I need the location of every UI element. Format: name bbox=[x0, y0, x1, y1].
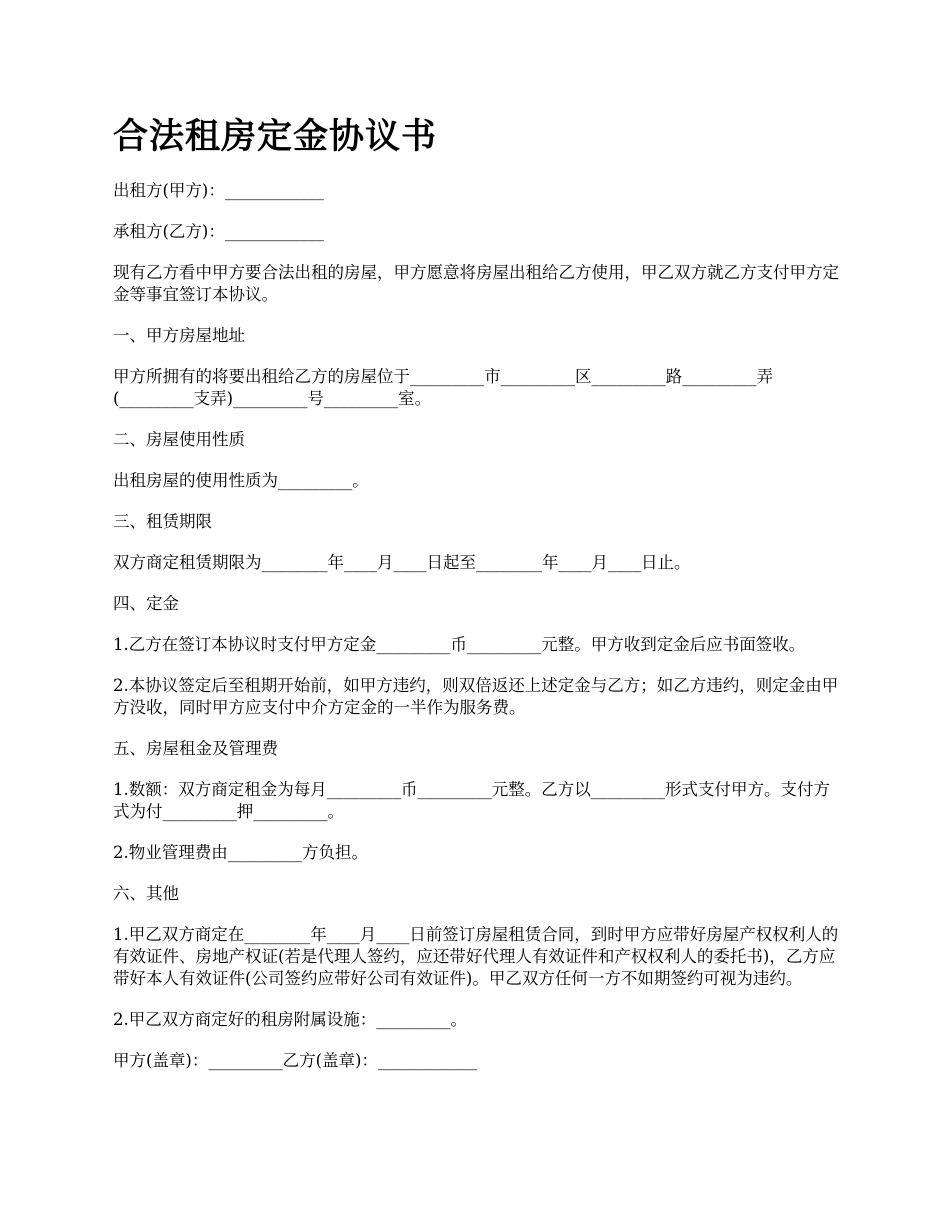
party-b-line: 承租方(乙方)：____________ bbox=[113, 222, 324, 241]
section-heading-rent: 五、房屋租金及管理费 bbox=[113, 739, 278, 758]
section-heading-term: 三、租赁期限 bbox=[113, 512, 212, 531]
usage-paragraph: 出租房屋的使用性质为_________。 bbox=[113, 471, 369, 490]
deposit-clause-1: 1.乙方在签订本协议时支付甲方定金_________币_________元整。甲方收到定金后应书面签收。 bbox=[113, 635, 806, 654]
section-heading-deposit: 四、定金 bbox=[113, 594, 179, 613]
rent-clause-2: 2.物业管理费由_________方负担。 bbox=[113, 843, 368, 862]
section-heading-address: 一、甲方房屋地址 bbox=[113, 326, 245, 345]
section-heading-usage: 二、房屋使用性质 bbox=[113, 430, 245, 449]
party-a-line: 出租方(甲方)：____________ bbox=[113, 181, 324, 200]
deposit-clause-2: 2.本协议签定后至租期开始前，如甲方违约，则双倍返还上述定金与乙方；如乙方违约，则定金由甲方没收，同时甲方应支付中介方定金的一半作为服务费。 bbox=[113, 676, 839, 717]
signature-line: 甲方(盖章)：_________乙方(盖章)：____________ bbox=[113, 1051, 477, 1070]
term-paragraph: 双方商定租赁期限为________年____月____日起至________年____月____日止。 bbox=[113, 553, 691, 572]
section-heading-other: 六、其他 bbox=[113, 884, 179, 903]
other-clause-1: 1.甲乙双方商定在________年____月____日前签订房屋租赁合同，到时甲方应带好房屋产权权利人的有效证件、房地产权证(若是代理人签约，应还带好代理人有效证件和产权权利人的委托书)，乙方应带好本人有效证件(公司签约应带好公司有效证件)。甲乙双方任何一方不如期签约可视为违约。 bbox=[113, 925, 839, 988]
preamble-paragraph: 现有乙方看中甲方要合法出租的房屋，甲方愿意将房屋出租给乙方使用，甲乙双方就乙方支付甲方定金等事宜签订本协议。 bbox=[113, 263, 839, 304]
document-title: 合法租房定金协议书 bbox=[113, 116, 438, 157]
other-clause-2: 2.甲乙双方商定好的租房附属设施：_________。 bbox=[113, 1010, 467, 1029]
document-page bbox=[113, 112, 841, 1091]
address-paragraph: 甲方所拥有的将要出租给乙方的房屋位于_________市_________区_________路_________弄(_________支弄)_________号_________室。 bbox=[113, 367, 773, 408]
rent-clause-1: 1.数额：双方商定租金为每月_________币_________元整。乙方以_________形式支付甲方。支付方式为付_________押_________。 bbox=[113, 780, 830, 821]
